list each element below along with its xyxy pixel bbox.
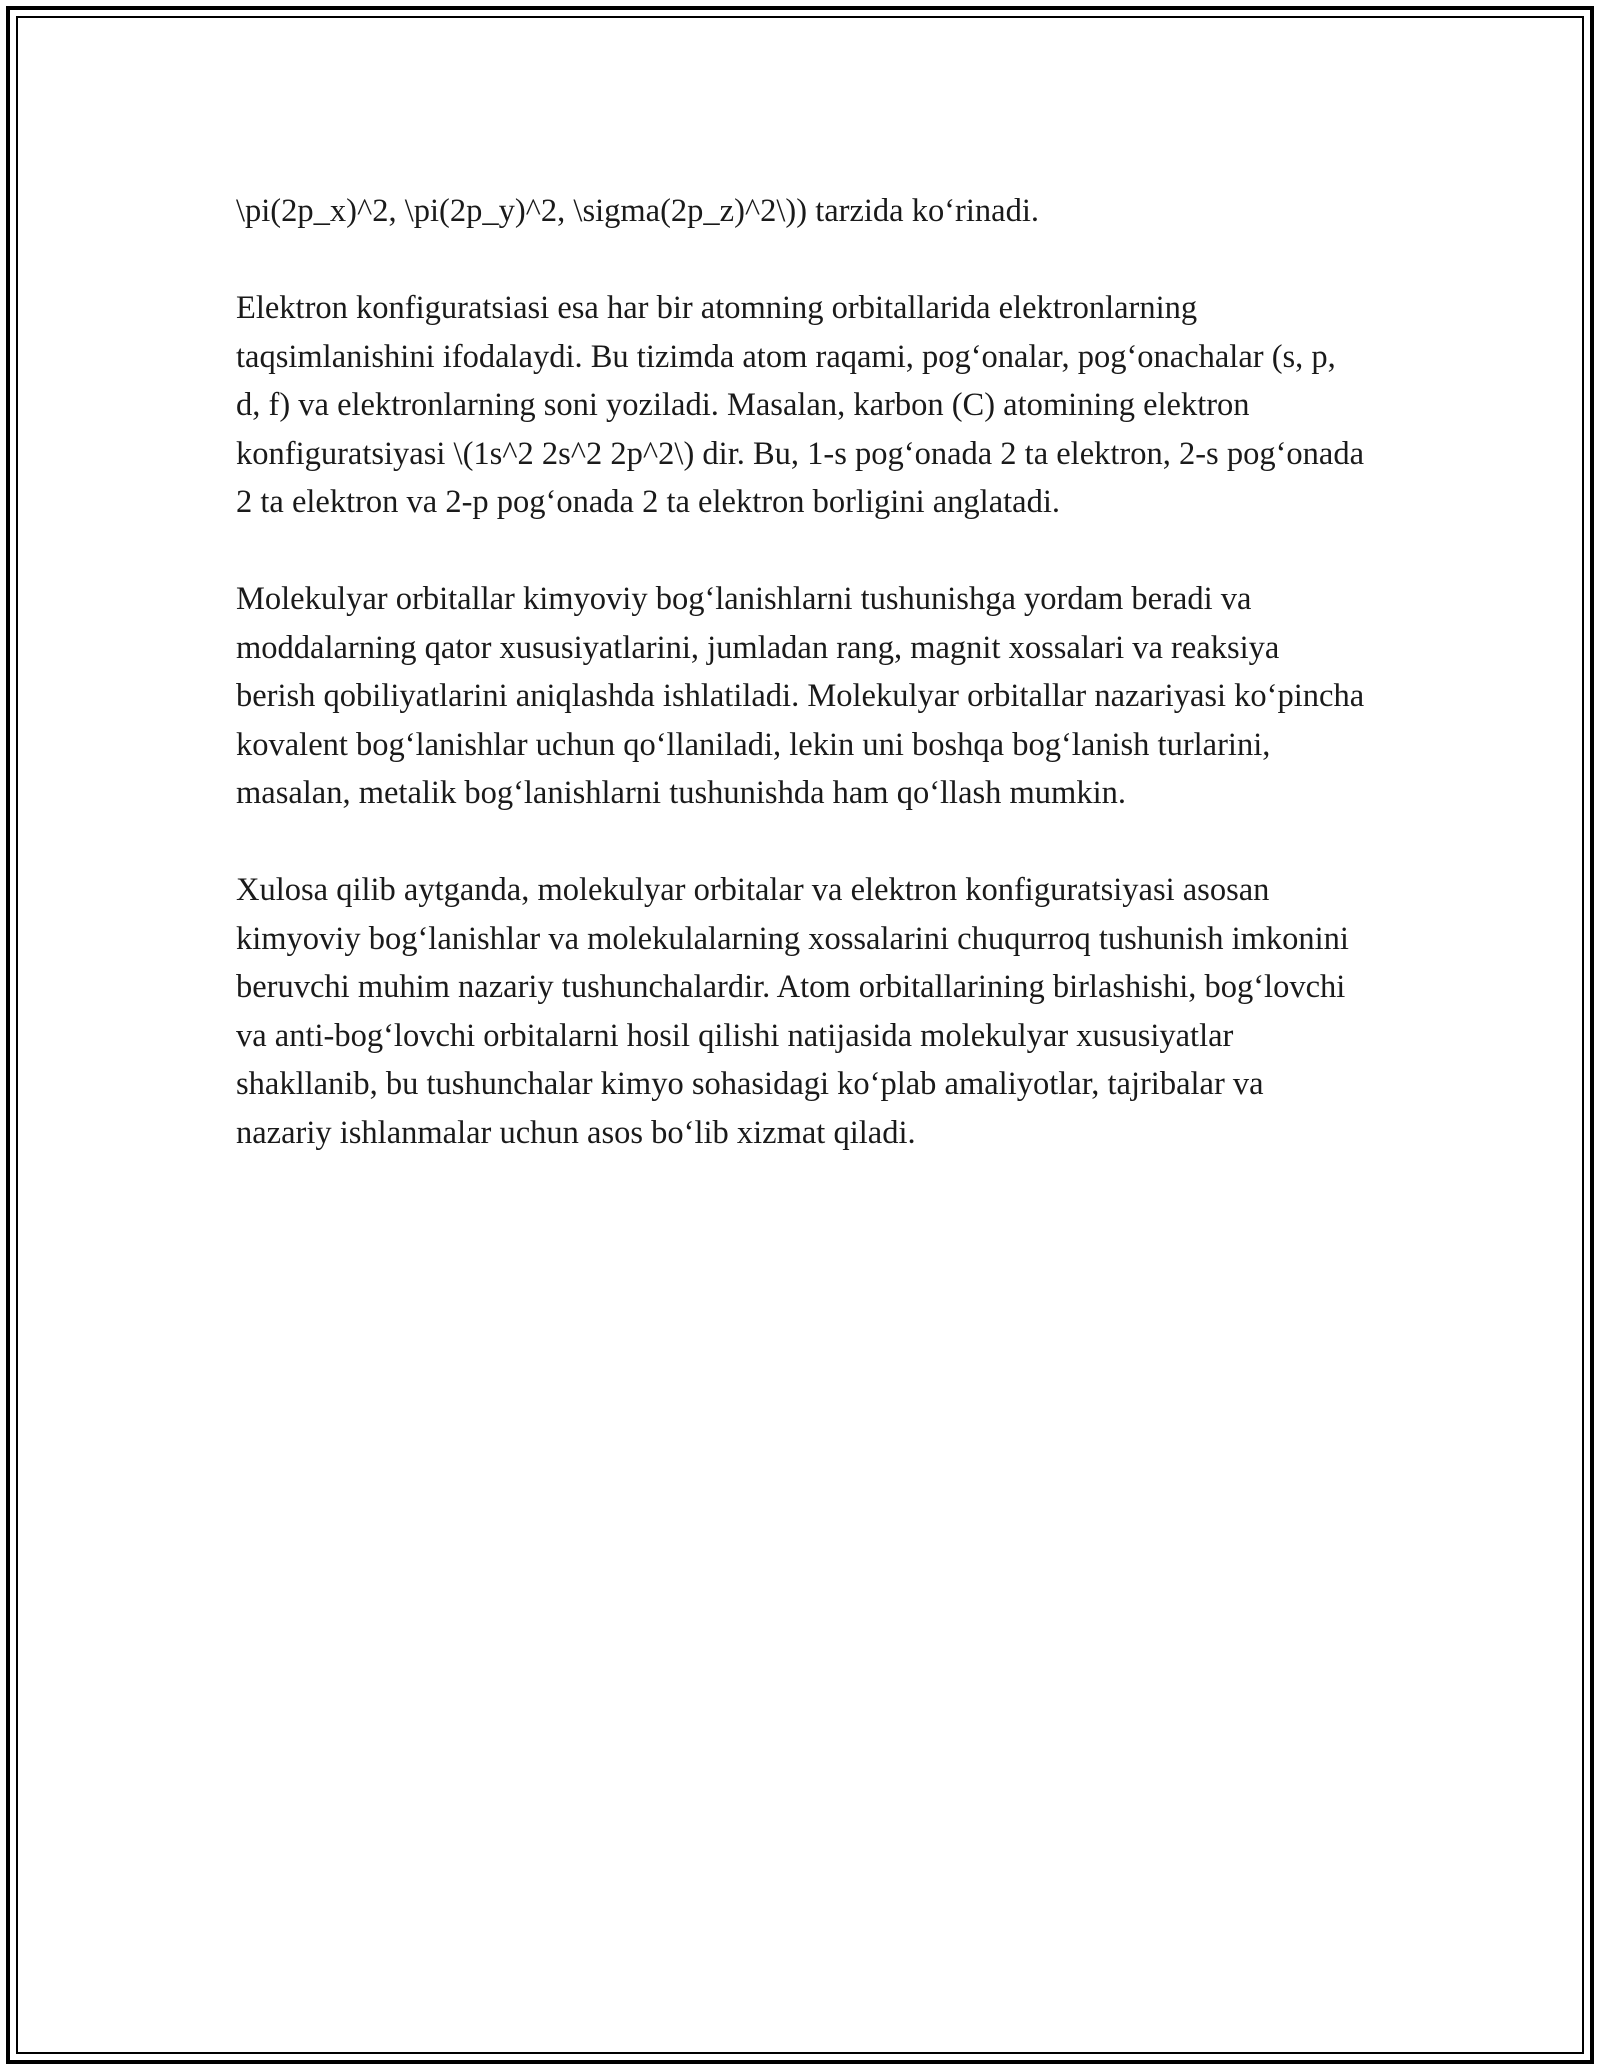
paragraph: Elektron konfiguratsiasi esa har bir atomning orbitallarida elektronlarning taqsimlanishini ifodalaydi. Bu tizimda atom raqami, pog‘onalar, pog‘onachalar (s, p, d, f) va elektronlarning soni yoziladi. Masalan, karbon (C) atomining elektron konfiguratsiyasi \(1s^2 2s^2 2p^2\) dir. Bu, 1-s pog‘onada 2 ta elektron, 2-s pog‘onada 2 ta elektron va 2-p pog‘onada 2 ta elektron borligini anglatadi. [236, 290, 1364, 520]
paragraph: Molekulyar orbitallar kimyoviy bog‘lanishlarni tushunishga yordam beradi va moddalarning qator xususiyatlarini, jumladan rang, magnit xossalari va reaksiya berish qobiliyatlarini aniqlashda ishlatiladi. Molekulyar orbitallar nazariyasi ko‘pincha kovalent bog‘lanishlar uchun qo‘llaniladi, lekin uni boshqa bog‘lanish turlarini, masalan, metalik bog‘lanishlarni tushunishda ham qo‘llash mumkin. [236, 581, 1365, 811]
document-body [236, 187, 1366, 1206]
paragraph: Xulosa qilib aytganda, molekulyar orbitalar va elektron konfiguratsiyasi asosan kimyoviy bog‘lanishlar va molekulalarning xossalarini chuqurroq tushunish imkonini beruvchi muhim nazariy tushunchalardir. Atom orbitallarining birlashishi, bog‘lovchi va anti-bog‘lovchi orbitalarni hosil qilishi natijasida molekulyar xususiyatlar shakllanib, bu tushunchalar kimyo sohasidagi ko‘plab amaliyotlar, tajribalar va nazariy ishlanmalar uchun asos bo‘lib xizmat qiladi. [236, 872, 1349, 1151]
paragraph: \pi(2p_x)^2, \pi(2p_y)^2, \sigma(2p_z)^2\)) tarzida ko‘rinadi. [236, 193, 1039, 229]
